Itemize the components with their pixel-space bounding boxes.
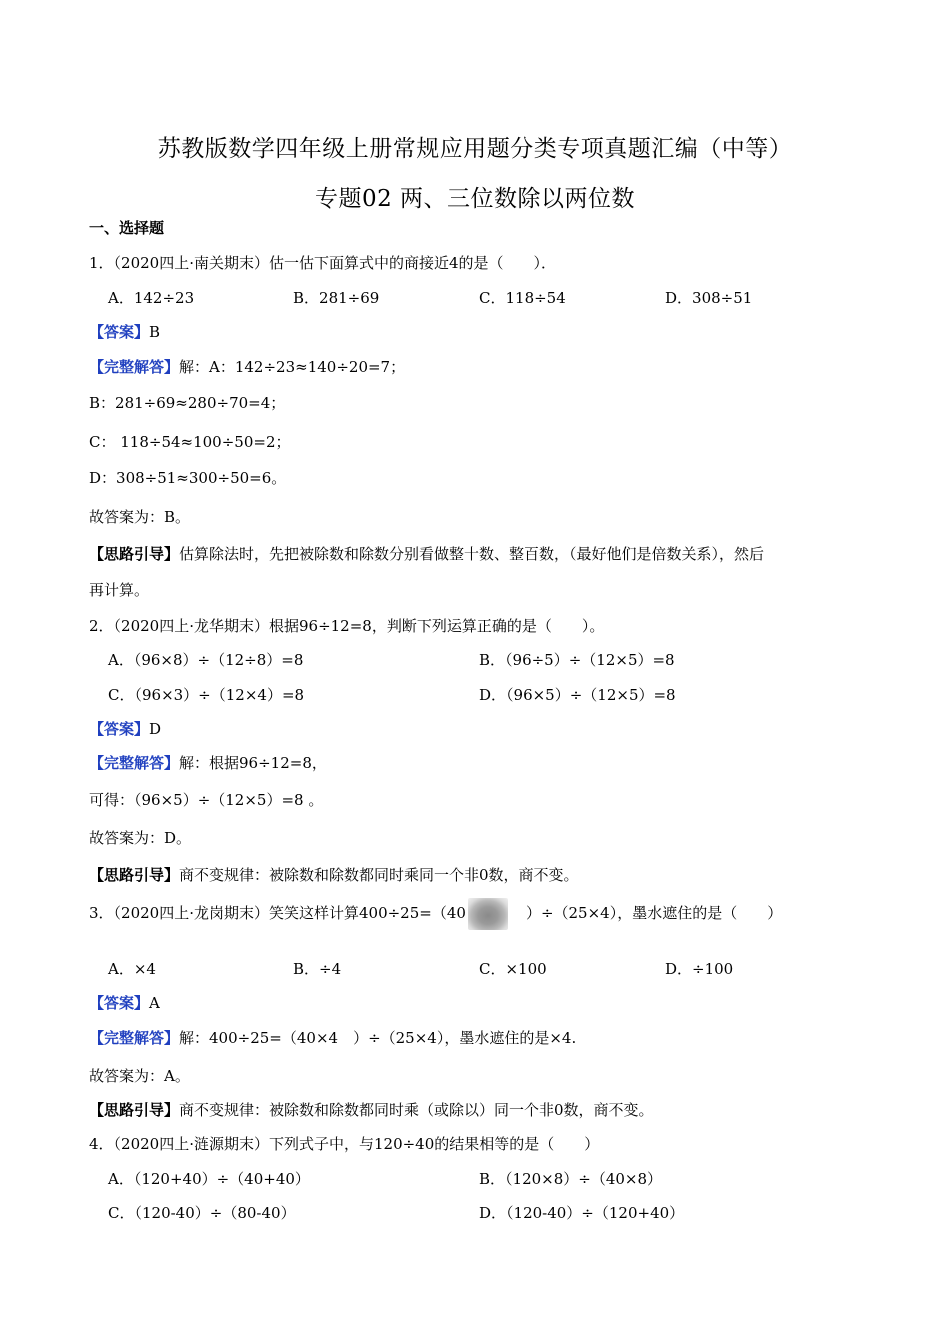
q2-stem: 2．（2020四上·龙华期末）根据96÷12=8，判断下列运算正确的是（ ）。 — [89, 617, 605, 635]
q3-hint — [89, 1100, 654, 1120]
q3-option-b: B．÷4 — [293, 960, 342, 978]
q4-option-d: D．（120-40）÷（120+40） — [479, 1204, 685, 1222]
document-title: 苏教版数学四年级上册常规应用题分类专项真题汇编（中等） — [157, 136, 793, 162]
q1-stem: 1．（2020四上·南关期末）估一估下面算式中的商接近4的是（ ）． — [89, 254, 557, 272]
q4-option-a: A．（120+40）÷（40+40） — [108, 1170, 310, 1188]
q1-hint-continued: 再计算。 — [89, 581, 150, 599]
section-heading: 一、选择题 — [89, 219, 165, 237]
q2-option-a: A．（96×8）÷（12÷8）=8 — [108, 651, 304, 669]
hint-tag: 【思路引导】 — [89, 545, 180, 563]
answer-value: D — [149, 720, 162, 738]
q3-stem — [89, 896, 782, 930]
solution-text: 解：根据96÷12=8， — [179, 754, 327, 772]
ink-blot-image — [468, 898, 508, 930]
q3-stem-end: ）÷（25×4），墨水遮住的是（ ） — [525, 904, 783, 922]
answer-value: A — [149, 994, 160, 1012]
q1-solution-line: D：308÷51≈300÷50=6。 — [89, 469, 287, 487]
q3-stem-start: 3．（2020四上·龙岗期末）笑笑这样计算400÷25=（40 — [89, 904, 466, 922]
hint-tag: 【思路引导】 — [89, 1101, 180, 1119]
hint-text: 商不变规律：被除数和除数都同时乘同一个非0数，商不变。 — [179, 866, 579, 884]
q4-stem: 4．（2020四上·涟源期末）下列式子中，与120÷40的结果相等的是（ ） — [89, 1135, 600, 1153]
answer-value: B — [149, 323, 161, 341]
q1-option-c: C．118÷54 — [479, 289, 566, 307]
solution-tag: 【完整解答】 — [89, 754, 180, 772]
q1-hint — [89, 544, 764, 564]
q3-answer — [89, 993, 160, 1013]
q2-option-b: B．（96÷5）÷（12×5）=8 — [479, 651, 675, 669]
solution-tag: 【完整解答】 — [89, 358, 180, 376]
hint-text: 商不变规律：被除数和除数都同时乘（或除以）同一个非0数，商不变。 — [179, 1101, 654, 1119]
solution-text: 解：400÷25=（40×4 ）÷（25×4），墨水遮住的是×4. — [179, 1029, 577, 1047]
solution-tag: 【完整解答】 — [89, 1029, 180, 1047]
answer-tag: 【答案】 — [89, 323, 150, 341]
q3-conclusion: 故答案为：A。 — [89, 1067, 190, 1085]
q1-option-b: B．281÷69 — [293, 289, 380, 307]
q1-solution — [89, 357, 405, 377]
q1-option-a: A．142÷23 — [108, 289, 195, 307]
answer-tag: 【答案】 — [89, 720, 150, 738]
q2-option-c: C．（96×3）÷（12×4）=8 — [108, 686, 305, 704]
q2-answer — [89, 719, 161, 739]
solution-text: 解：A：142÷23≈140÷20=7； — [179, 358, 406, 376]
q2-conclusion: 故答案为：D。 — [89, 829, 192, 847]
q1-option-d: D．308÷51 — [665, 289, 753, 307]
q3-option-a: A．×4 — [108, 960, 156, 978]
hint-text: 估算除法时，先把被除数和除数分别看做整十数、整百数，（最好他们是倍数关系），然后 — [179, 545, 765, 563]
answer-tag: 【答案】 — [89, 994, 150, 1012]
q2-solution-line: 可得：（96×5）÷（12×5）=8 。 — [89, 791, 324, 809]
hint-tag: 【思路引导】 — [89, 866, 180, 884]
q2-solution — [89, 753, 327, 773]
document-subtitle: 专题02 两、三位数除以两位数 — [314, 186, 636, 212]
q3-option-c: C．×100 — [479, 960, 547, 978]
q2-option-d: D．（96×5）÷（12×5）=8 — [479, 686, 676, 704]
q4-option-c: C．（120-40）÷（80-40） — [108, 1204, 296, 1222]
q1-answer — [89, 322, 160, 342]
q2-hint — [89, 865, 579, 885]
q4-option-b: B．（120×8）÷（40×8） — [479, 1170, 663, 1188]
q1-conclusion: 故答案为：B。 — [89, 508, 191, 526]
q1-solution-line: C： 118÷54≈100÷50=2； — [89, 433, 291, 451]
q1-solution-line: B：281÷69≈280÷70=4； — [89, 394, 286, 412]
q3-solution — [89, 1028, 576, 1048]
q3-option-d: D．÷100 — [665, 960, 734, 978]
